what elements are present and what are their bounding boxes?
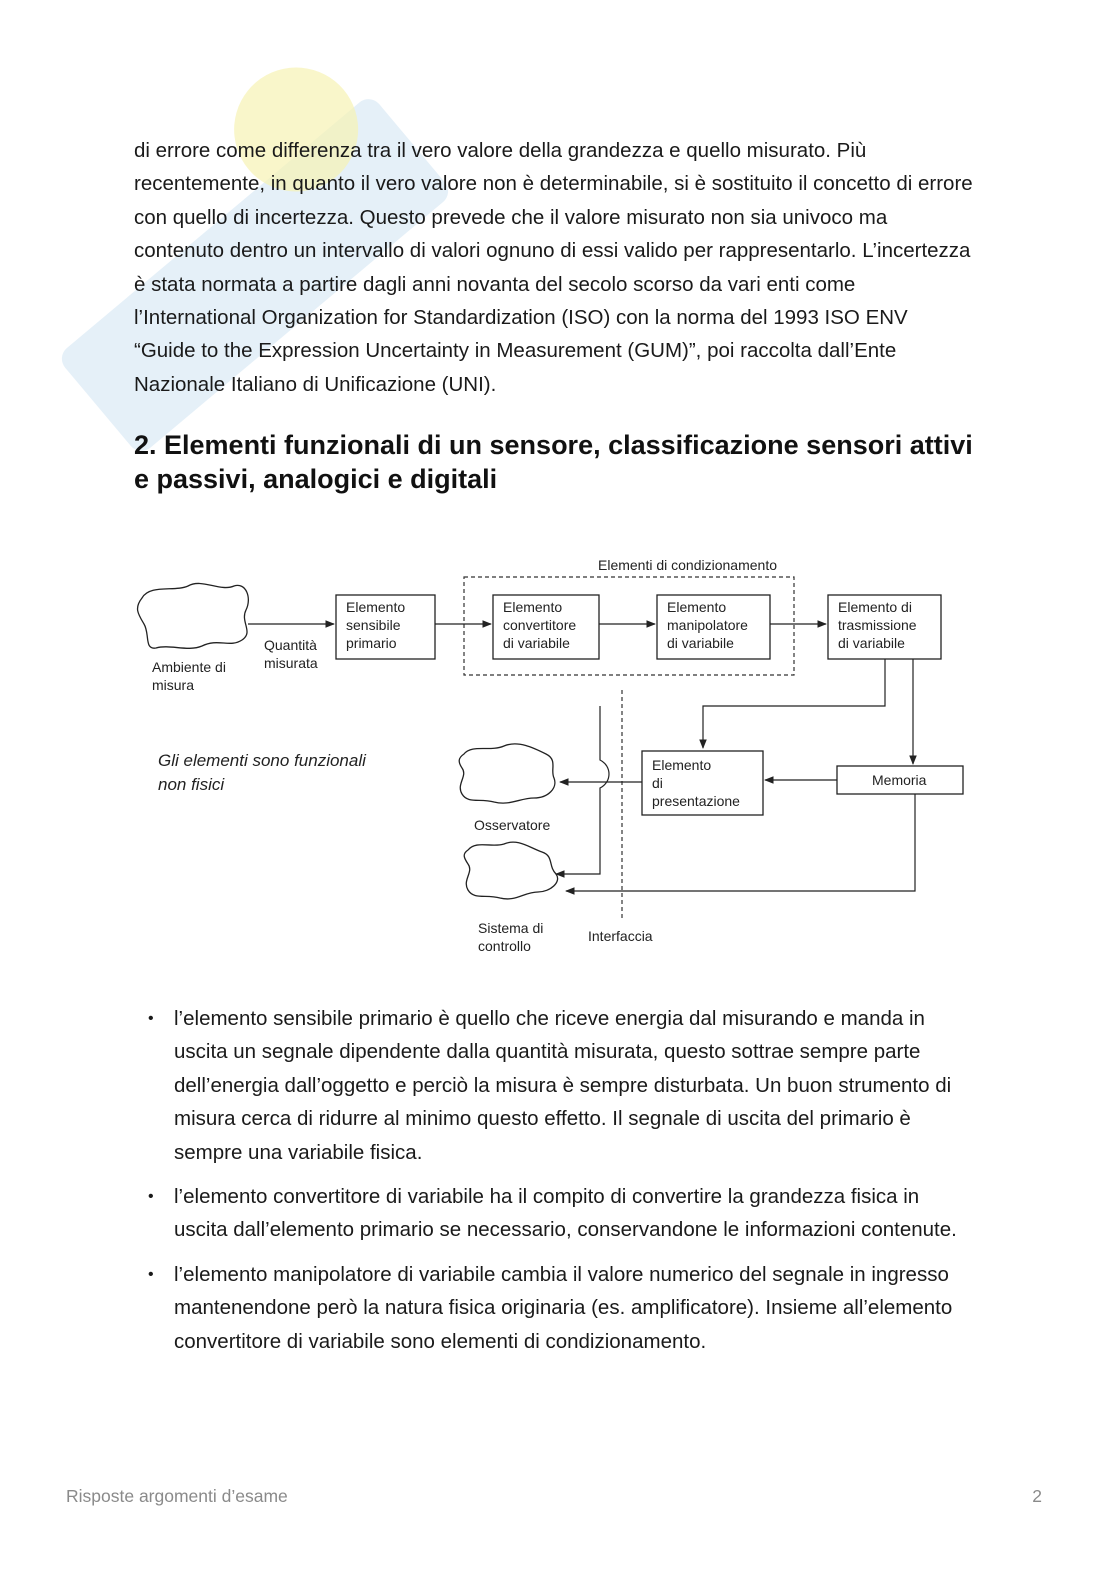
- list-item: [134, 1258, 974, 1358]
- section-heading: 2. Elementi funzionali di un sensore, classificazione sensori attivi e passivi, analogici e digitali: [134, 430, 973, 494]
- converter-element-label: Elemento convertitore di variabile: [503, 599, 577, 651]
- environment-blob: [138, 583, 249, 648]
- control-system-label: Sistema di controllo: [478, 920, 544, 954]
- arrow-transmission-to-presentation: [703, 659, 885, 748]
- transmission-element-label: Elemento di trasmissione di variabile: [838, 599, 917, 651]
- list-item-text: l’elemento sensibile primario è quello che riceve energia dal misurando e manda in uscita un segnale dipendente dalla quantità misurata, questo sottrae sempre parte dell’energia dall’oggetto e perciò la misura è sempre disturbata. Un buon strumento di misura cerca di ridurre al minimo questo effetto. Il segnale di uscita del primario è sempre una variabile fisica.: [174, 1007, 952, 1164]
- interface-label: Interfaccia: [588, 928, 653, 944]
- observer-blob: [459, 744, 555, 803]
- memory-label: Memoria: [872, 772, 927, 788]
- observer-label: Osservatore: [474, 817, 551, 833]
- primary-element-label: Elemento sensibile primario: [346, 599, 406, 651]
- list-item-text: l’elemento convertitore di variabile ha il compito di convertire la grandezza fisica in uscita dall’elemento primario se necessario, conservandone le informazioni contenute.: [174, 1185, 957, 1242]
- interface-loop-to-control: [556, 706, 609, 874]
- list-item: [134, 1180, 974, 1247]
- functional-note: Gli elementi sono funzionali non fisici: [158, 751, 366, 794]
- sensor-block-diagram: [130, 548, 980, 968]
- conditioning-label: Elementi di condizionamento: [598, 557, 777, 573]
- quantity-label: Quantità misurata: [264, 637, 318, 671]
- bullet-symbol: •: [148, 1265, 154, 1283]
- page-number: 2: [1032, 1486, 1042, 1506]
- bullet-list: [134, 1002, 974, 1369]
- bullet-symbol: •: [148, 1188, 154, 1206]
- intro-paragraph: di errore come differenza tra il vero valore della grandezza e quello misurato. Più recentemente, in quanto il vero valore non è determinabile, si è sostituito il concetto di errore con quello di incertezza. Questo prevede che il valore misurato non sia univoco ma contenuto dentro un intervallo di valori ognuno di essi valido per rappresentarlo. L’incertezza è stata normata a partire dagli anni novanta del secolo scorso da vari enti come l’International Organization for Standardization (ISO) con la norma del 1993 ISO ENV “Guide to the Expression Uncertainty in Measurement (GUM)”, poi raccolta dall’Ente Nazionale Italiano di Unificazione (UNI).: [134, 139, 973, 396]
- list-item-text: l’elemento manipolatore di variabile cambia il valore numerico del segnale in ingresso mantenendone però la natura fisica originaria (es. amplificatore). Insieme all’elemento convertitore di variabile sono elementi di condizionamento.: [174, 1262, 953, 1353]
- footer-title: Risposte argomenti d’esame: [66, 1486, 288, 1506]
- bullet-symbol: •: [148, 1010, 154, 1027]
- presentation-element-label: Elemento di presentazione: [652, 757, 740, 809]
- manipulator-element-label: Elemento manipolatore di variabile: [667, 599, 748, 651]
- list-item: [134, 1002, 974, 1169]
- control-system-blob: [464, 842, 557, 899]
- environment-label: Ambiente di misura: [152, 659, 226, 693]
